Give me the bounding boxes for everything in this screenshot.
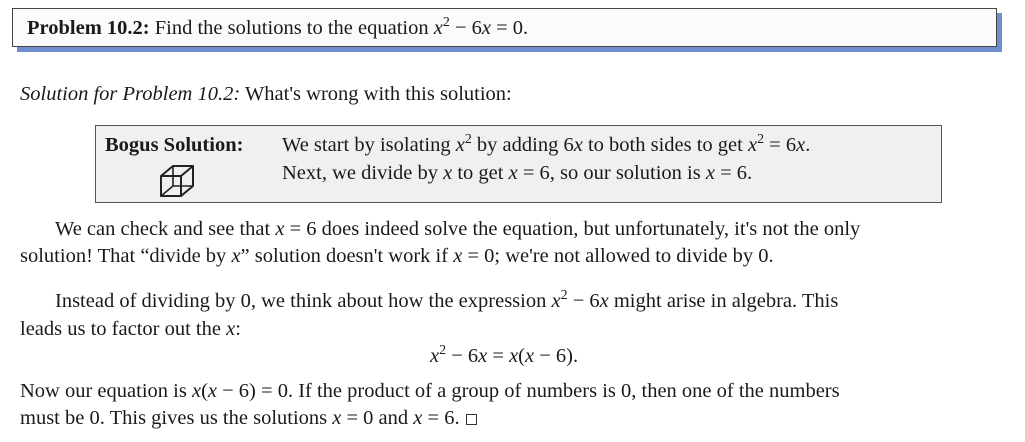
problem-label: Problem 10.2: xyxy=(27,17,150,39)
solution-label: Solution for Problem 10.2: xyxy=(20,83,241,105)
solution-intro: Solution for Problem 10.2: What's wrong with this solution: xyxy=(20,83,512,105)
bogus-solution-line-1: We start by isolating $x^2$ by adding 6x to both sides to get $x^2 = 6x$. xyxy=(282,132,811,156)
bogus-solution-box xyxy=(95,125,942,203)
bogus-solution-label: Bogus Solution: xyxy=(105,134,244,156)
cube-icon xyxy=(158,164,198,198)
qed-square-icon xyxy=(466,414,477,425)
paragraph-2-line-1: Instead of dividing by 0, we think about how the expression $x^2 - 6x$ might arise in algebra. This xyxy=(55,288,839,312)
paragraph-1-line-2: solution! That “divide by x” solution doesn't work if x = 0; we're not allowed to divide by 0. xyxy=(20,245,774,267)
paragraph-3-line-2: must be 0. This gives us the solutions x = 0 and x = 6. xyxy=(20,407,477,430)
bogus-solution-line-2: Next, we divide by x to get x = 6, so our solution is x = 6. xyxy=(282,162,753,184)
paragraph-1-line-1: We can check and see that x = 6 does indeed solve the equation, but unfortunately, it's not the only xyxy=(55,218,861,240)
problem-box xyxy=(12,8,1002,52)
problem-statement: Problem 10.2: Find the solutions to the equation $x^2 - 6x = 0$. xyxy=(27,15,529,39)
display-equation: $x^2 - 6x = x(x - 6)$. xyxy=(430,343,579,367)
paragraph-2-line-2: leads us to factor out the x: xyxy=(20,318,241,340)
paragraph-3-line-1: Now our equation is x(x − 6) = 0. If the product of a group of numbers is 0, then one of the numbers xyxy=(20,380,840,402)
